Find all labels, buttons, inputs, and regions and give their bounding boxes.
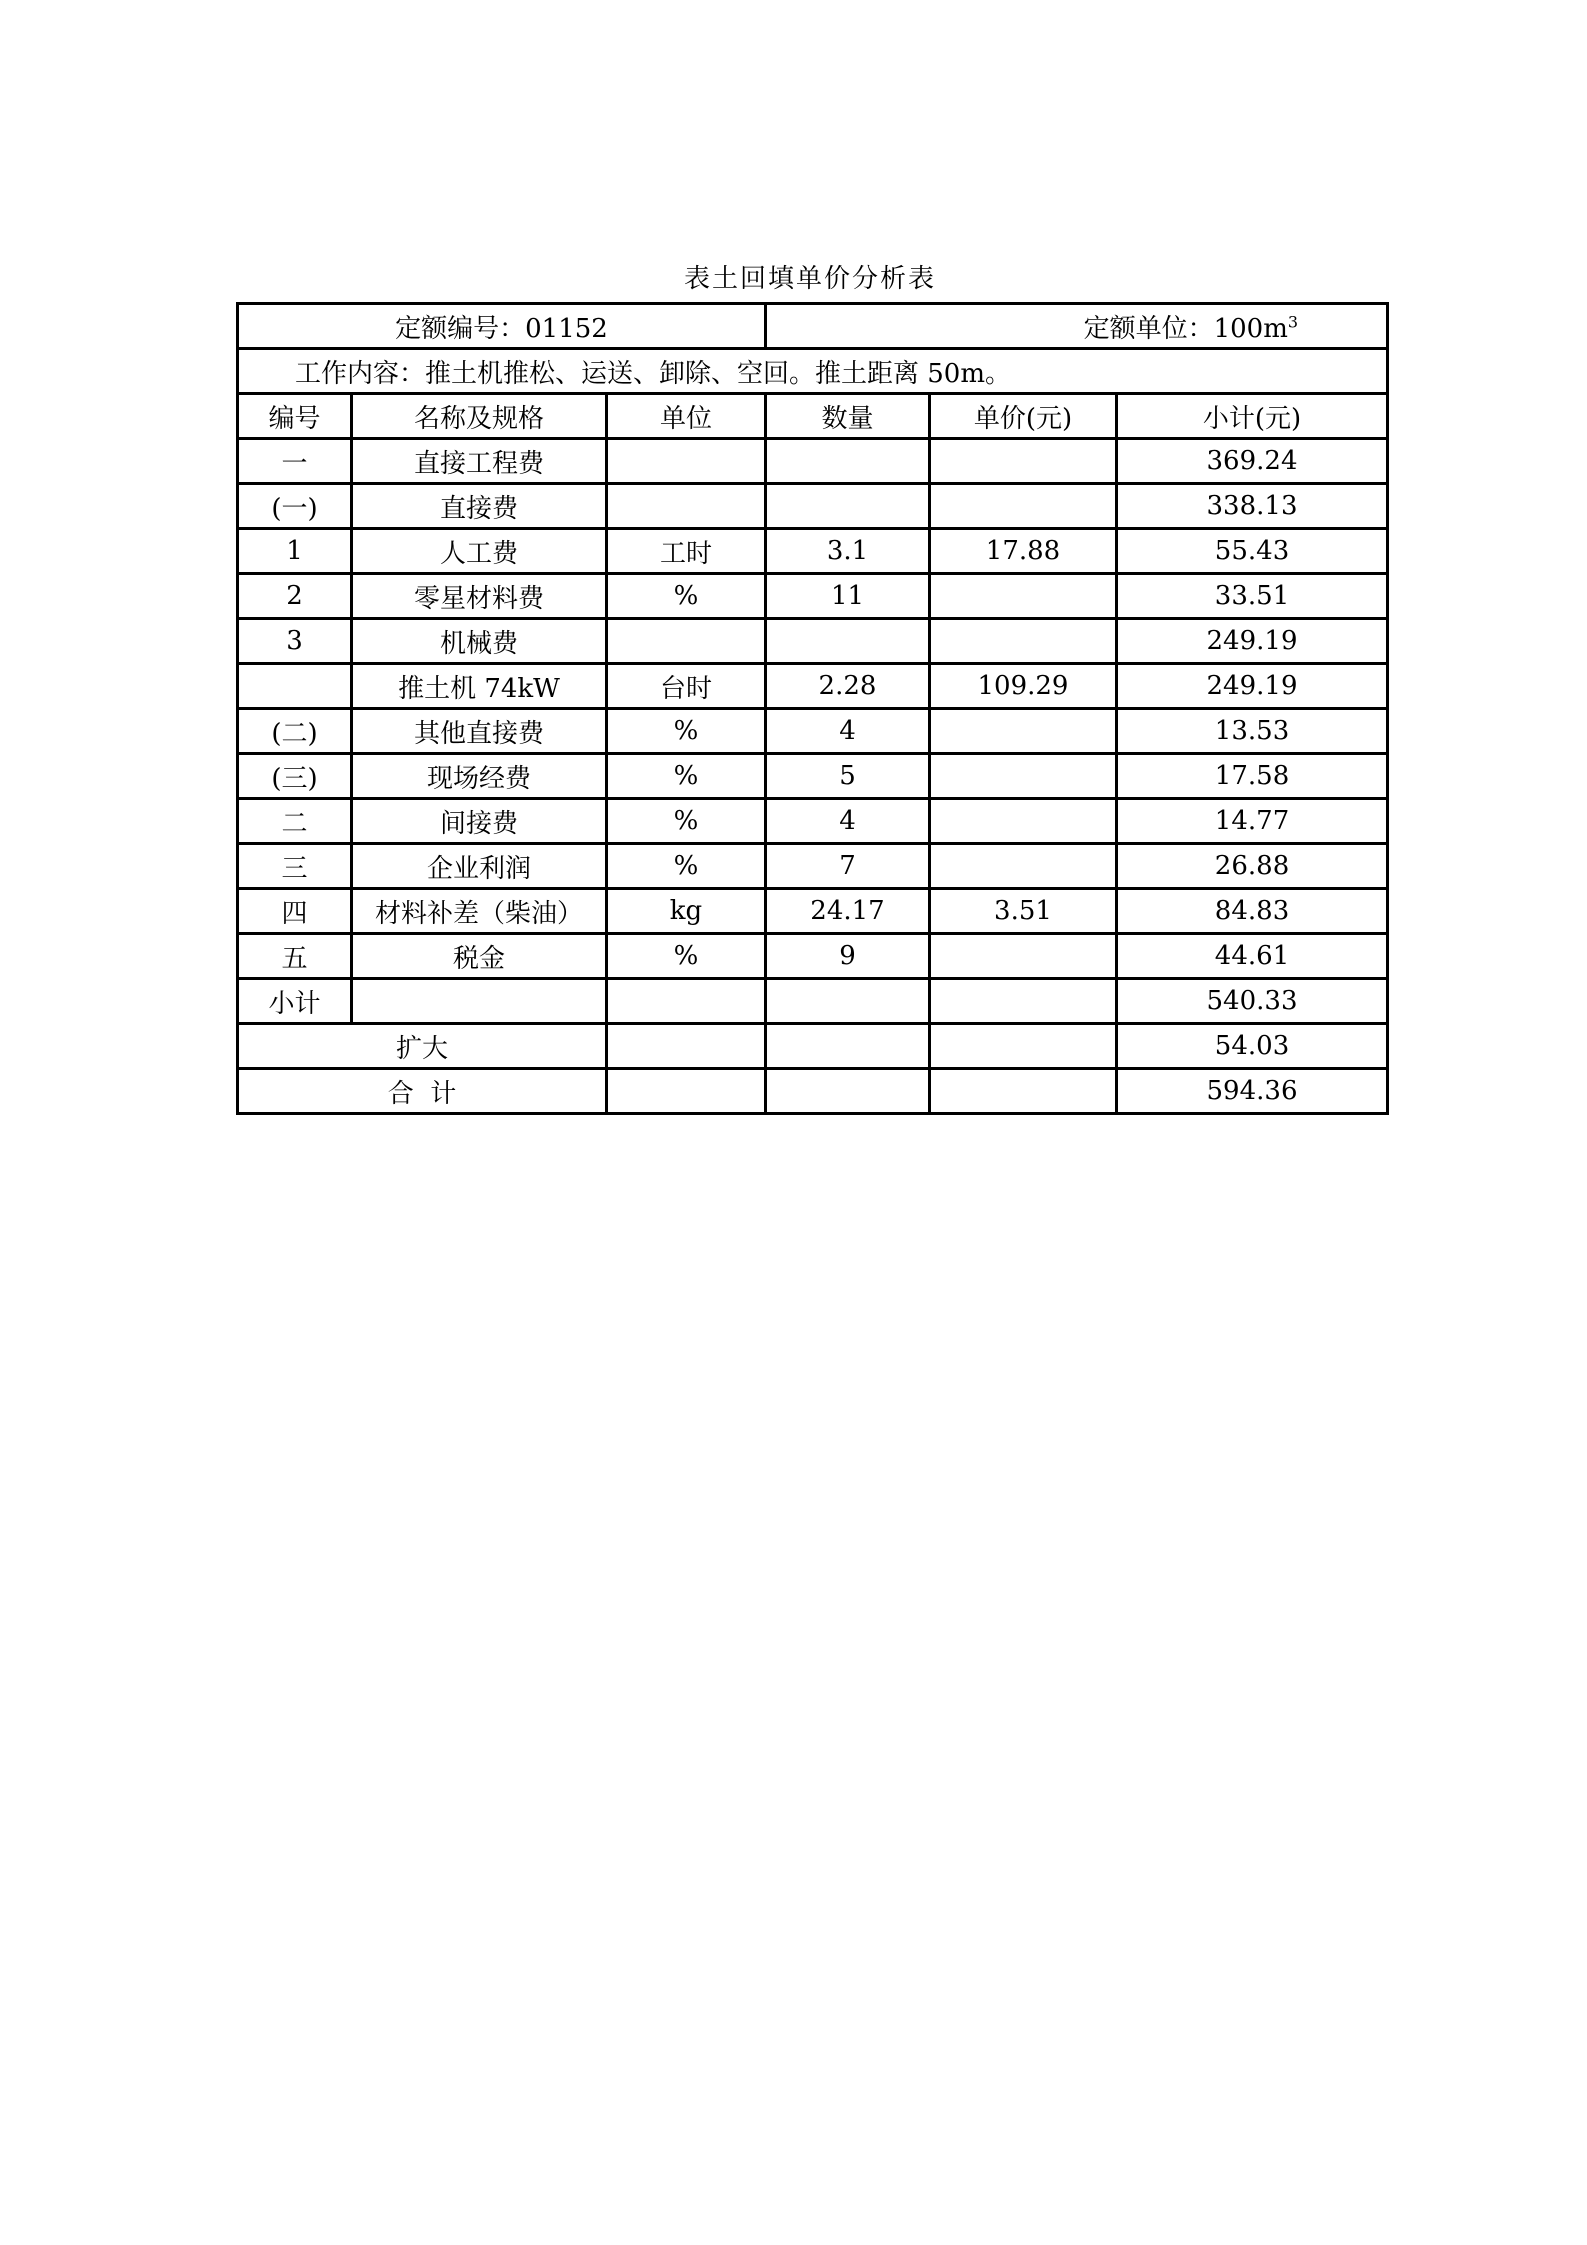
unit-price-analysis-table bbox=[236, 302, 1389, 1115]
table-row bbox=[238, 844, 1388, 889]
header-row bbox=[238, 394, 1388, 439]
quota-unit: 定额单位：$100m^3$ bbox=[766, 304, 1388, 349]
cell-name: 直接工程费 bbox=[352, 439, 607, 484]
cell-price bbox=[930, 799, 1117, 844]
cell-unit: kg bbox=[607, 889, 766, 934]
work-content: 工作内容：推土机推松、运送、卸除、空回。推土距离 50m。 bbox=[238, 349, 1388, 394]
cell-name: 机械费 bbox=[352, 619, 607, 664]
cell-subtotal: 33.51 bbox=[1117, 574, 1388, 619]
cell-code: 三 bbox=[238, 844, 352, 889]
header-unit: 单位 bbox=[607, 394, 766, 439]
table-row bbox=[238, 889, 1388, 934]
cell-price bbox=[930, 979, 1117, 1024]
cell-price bbox=[930, 484, 1117, 529]
cell-unit: 工时 bbox=[607, 529, 766, 574]
cell-code: (一) bbox=[238, 484, 352, 529]
cell-price: 17.88 bbox=[930, 529, 1117, 574]
total-row-subtotal: 594.36 bbox=[1117, 1069, 1388, 1114]
cell-code: 小计 bbox=[238, 979, 352, 1024]
cell-code: 五 bbox=[238, 934, 352, 979]
cell-qty: 4 bbox=[766, 799, 930, 844]
cell-price bbox=[930, 754, 1117, 799]
cell-subtotal: 249.19 bbox=[1117, 664, 1388, 709]
total-row-label: 合 计 bbox=[238, 1069, 607, 1114]
cell-code: 3 bbox=[238, 619, 352, 664]
expand-row-label: 扩大 bbox=[238, 1024, 607, 1069]
total-row bbox=[238, 1069, 1388, 1114]
cell-code: (三) bbox=[238, 754, 352, 799]
cell-unit: % bbox=[607, 754, 766, 799]
cell-unit bbox=[607, 619, 766, 664]
quota-row bbox=[238, 304, 1388, 349]
cell-price bbox=[930, 574, 1117, 619]
cell-price bbox=[930, 709, 1117, 754]
cell-name: 零星材料费 bbox=[352, 574, 607, 619]
table-row bbox=[238, 664, 1388, 709]
table-row bbox=[238, 754, 1388, 799]
quota-number: 定额编号：01152 bbox=[238, 304, 766, 349]
header-price: 单价(元) bbox=[930, 394, 1117, 439]
expand-row bbox=[238, 1024, 1388, 1069]
cell-qty: 3.1 bbox=[766, 529, 930, 574]
cell-price: 109.29 bbox=[930, 664, 1117, 709]
cell-unit bbox=[607, 979, 766, 1024]
cell-code: 2 bbox=[238, 574, 352, 619]
cell-qty: 9 bbox=[766, 934, 930, 979]
table-row bbox=[238, 484, 1388, 529]
table-row bbox=[238, 574, 1388, 619]
cell-name: 其他直接费 bbox=[352, 709, 607, 754]
cell-name: 现场经费 bbox=[352, 754, 607, 799]
work-content-row bbox=[238, 349, 1388, 394]
cell-subtotal: 369.24 bbox=[1117, 439, 1388, 484]
cell-price bbox=[930, 439, 1117, 484]
cell-qty: 24.17 bbox=[766, 889, 930, 934]
empty-cell bbox=[930, 1024, 1117, 1069]
cell-name: 税金 bbox=[352, 934, 607, 979]
cell-subtotal: 14.77 bbox=[1117, 799, 1388, 844]
cell-name: 企业利润 bbox=[352, 844, 607, 889]
cell-price bbox=[930, 934, 1117, 979]
cell-code: 一 bbox=[238, 439, 352, 484]
cell-code: (二) bbox=[238, 709, 352, 754]
cell-unit bbox=[607, 484, 766, 529]
empty-cell bbox=[766, 1069, 930, 1114]
cell-unit: % bbox=[607, 574, 766, 619]
cell-unit: % bbox=[607, 709, 766, 754]
cell-qty: 4 bbox=[766, 709, 930, 754]
table-row bbox=[238, 799, 1388, 844]
empty-cell bbox=[607, 1024, 766, 1069]
cell-price: 3.51 bbox=[930, 889, 1117, 934]
cell-unit: % bbox=[607, 844, 766, 889]
table-row bbox=[238, 529, 1388, 574]
cell-qty bbox=[766, 439, 930, 484]
cell-subtotal: 338.13 bbox=[1117, 484, 1388, 529]
table-row bbox=[238, 934, 1388, 979]
cell-price bbox=[930, 844, 1117, 889]
cell-subtotal: 26.88 bbox=[1117, 844, 1388, 889]
empty-cell bbox=[607, 1069, 766, 1114]
cell-code: 1 bbox=[238, 529, 352, 574]
header-name: 名称及规格 bbox=[352, 394, 607, 439]
empty-cell bbox=[766, 1024, 930, 1069]
table-body bbox=[238, 304, 1388, 1114]
cell-subtotal: 17.58 bbox=[1117, 754, 1388, 799]
cell-qty bbox=[766, 979, 930, 1024]
cell-code: 四 bbox=[238, 889, 352, 934]
cell-qty bbox=[766, 619, 930, 664]
cell-unit: % bbox=[607, 799, 766, 844]
cell-qty: 11 bbox=[766, 574, 930, 619]
cell-name: 推土机 74kW bbox=[352, 664, 607, 709]
header-qty: 数量 bbox=[766, 394, 930, 439]
page-title: 表土回填单价分析表 bbox=[683, 264, 936, 294]
cell-name: 间接费 bbox=[352, 799, 607, 844]
cell-subtotal: 540.33 bbox=[1117, 979, 1388, 1024]
cell-unit: 台时 bbox=[607, 664, 766, 709]
quota-unit-superscript: 3 bbox=[1287, 311, 1299, 331]
table-row bbox=[238, 439, 1388, 484]
cell-qty: 7 bbox=[766, 844, 930, 889]
cell-subtotal: 84.83 bbox=[1117, 889, 1388, 934]
cell-qty: 2.28 bbox=[766, 664, 930, 709]
cell-name: 材料补差（柴油） bbox=[352, 889, 607, 934]
cell-unit: % bbox=[607, 934, 766, 979]
cell-subtotal: 44.61 bbox=[1117, 934, 1388, 979]
cell-name: 直接费 bbox=[352, 484, 607, 529]
cell-qty bbox=[766, 484, 930, 529]
cell-name: 人工费 bbox=[352, 529, 607, 574]
cell-code bbox=[238, 664, 352, 709]
header-subtotal: 小计(元) bbox=[1117, 394, 1388, 439]
empty-cell bbox=[930, 1069, 1117, 1114]
header-code: 编号 bbox=[238, 394, 352, 439]
table-row bbox=[238, 979, 1388, 1024]
cell-qty: 5 bbox=[766, 754, 930, 799]
cell-code: 二 bbox=[238, 799, 352, 844]
cell-price bbox=[930, 619, 1117, 664]
cell-name bbox=[352, 979, 607, 1024]
cell-subtotal: 249.19 bbox=[1117, 619, 1388, 664]
table-row bbox=[238, 619, 1388, 664]
cell-subtotal: 13.53 bbox=[1117, 709, 1388, 754]
expand-row-subtotal: 54.03 bbox=[1117, 1024, 1388, 1069]
table-row bbox=[238, 709, 1388, 754]
cell-subtotal: 55.43 bbox=[1117, 529, 1388, 574]
cell-unit bbox=[607, 439, 766, 484]
